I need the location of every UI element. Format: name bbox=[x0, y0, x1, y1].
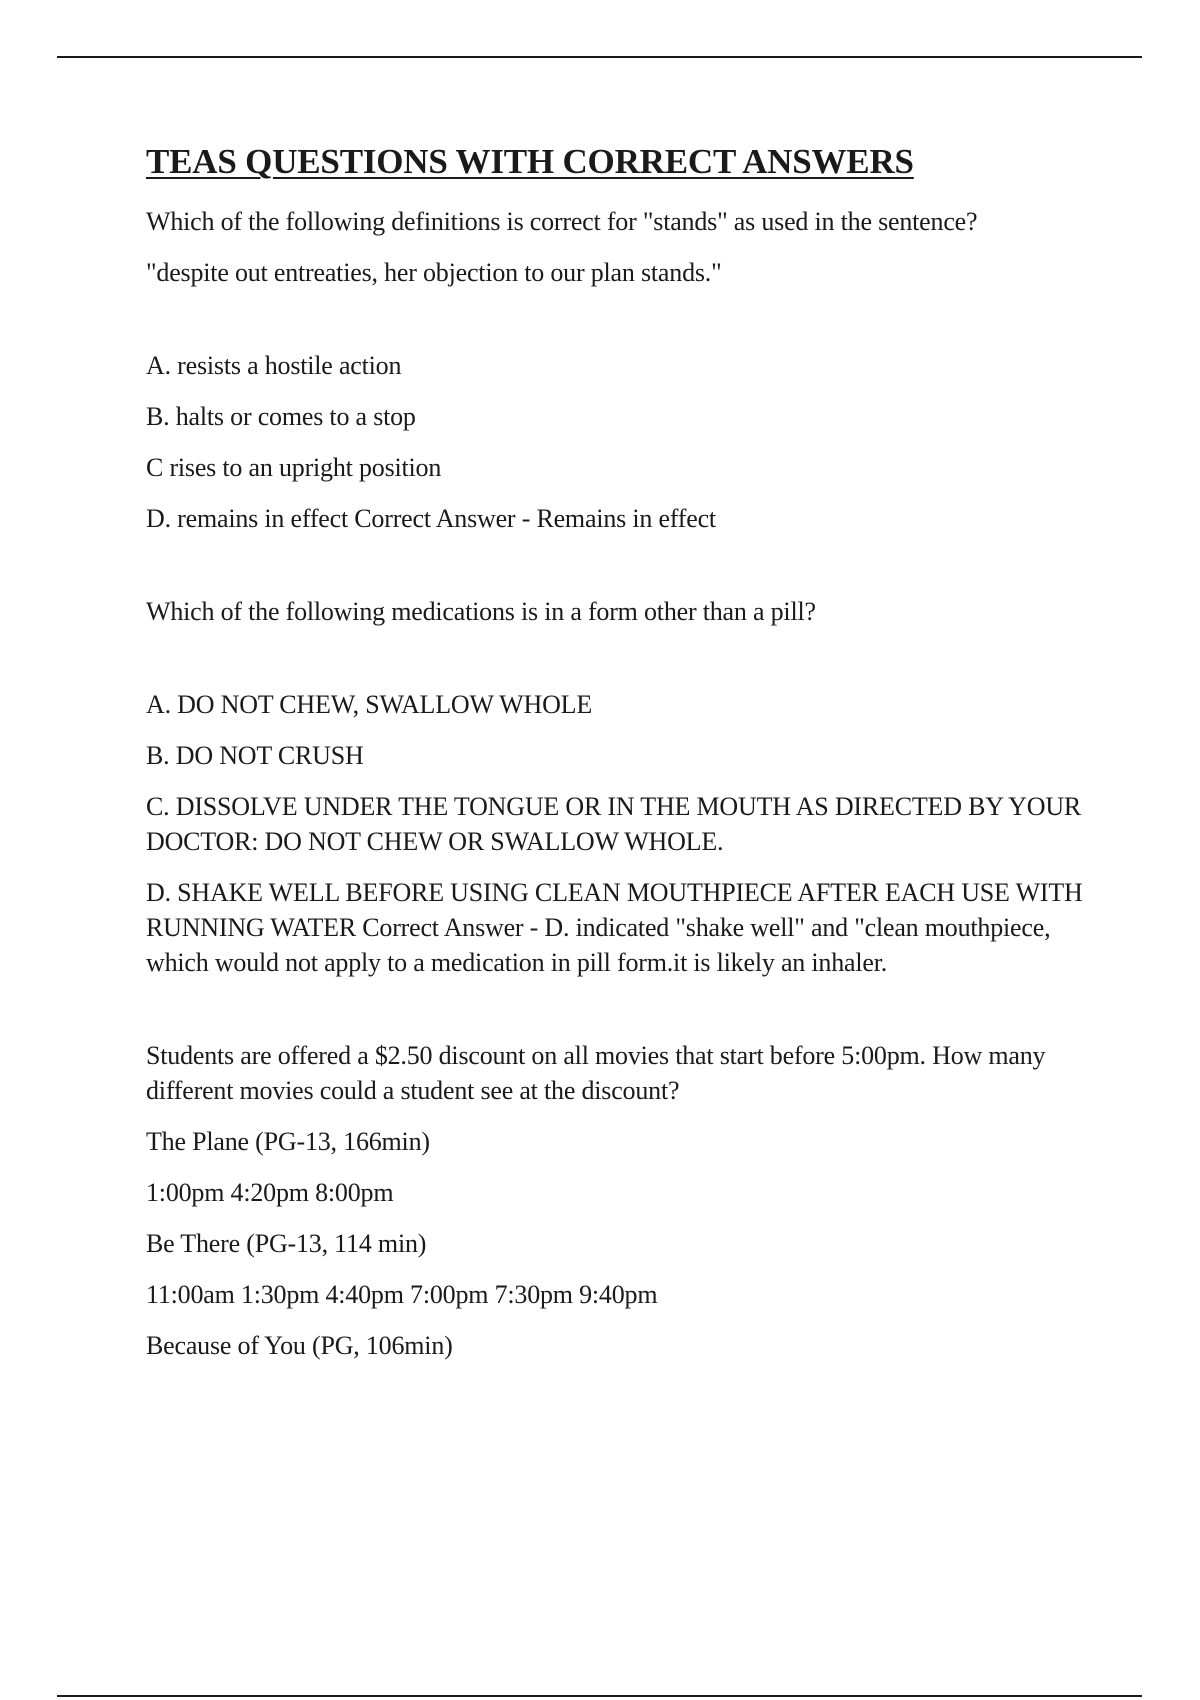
question-1-option-c: C rises to an upright position bbox=[146, 453, 442, 482]
question-3-line-1: The Plane (PG-13, 166min) bbox=[146, 1127, 430, 1156]
question-3-line-5: Because of You (PG, 106min) bbox=[146, 1331, 453, 1360]
question-3-line-2: 1:00pm 4:20pm 8:00pm bbox=[146, 1178, 394, 1207]
top-rule bbox=[57, 56, 1142, 58]
question-2-option-d: D. SHAKE WELL BEFORE USING CLEAN MOUTHPIECE AFTER EACH USE WITH RUNNING WATER Correct Answer - D. indicated "shake well" and "clean mouthpiece, which would not apply to a medication in pill form.it is likely an inhaler. bbox=[146, 878, 1083, 977]
document-body bbox=[146, 140, 1086, 1379]
question-3 bbox=[146, 1038, 1086, 1363]
question-1 bbox=[146, 204, 1086, 536]
question-3-line-4: 11:00am 1:30pm 4:40pm 7:00pm 7:30pm 9:40pm bbox=[146, 1280, 658, 1309]
question-1-option-d: D. remains in effect Correct Answer - Remains in effect bbox=[146, 504, 716, 533]
question-2-option-c: C. DISSOLVE UNDER THE TONGUE OR IN THE MOUTH AS DIRECTED BY YOUR DOCTOR: DO NOT CHEW OR SWALLOW WHOLE. bbox=[146, 792, 1082, 856]
document-title: TEAS QUESTIONS WITH CORRECT ANSWERS bbox=[146, 142, 914, 181]
question-2-option-b: B. DO NOT CRUSH bbox=[146, 741, 364, 770]
question-2 bbox=[146, 594, 1086, 980]
question-1-option-a: A. resists a hostile action bbox=[146, 351, 402, 380]
question-1-sentence: "despite out entreaties, her objection to our plan stands." bbox=[146, 258, 722, 287]
question-1-option-b: B. halts or comes to a stop bbox=[146, 402, 416, 431]
question-1-text: Which of the following definitions is correct for "stands" as used in the sentence? bbox=[146, 207, 978, 236]
question-3-text: Students are offered a $2.50 discount on all movies that start before 5:00pm. How many different movies could a student see at the discount? bbox=[146, 1041, 1046, 1105]
question-3-line-3: Be There (PG-13, 114 min) bbox=[146, 1229, 427, 1258]
question-2-option-a: A. DO NOT CHEW, SWALLOW WHOLE bbox=[146, 690, 593, 719]
bottom-rule bbox=[57, 1695, 1142, 1697]
question-2-text: Which of the following medications is in a form other than a pill? bbox=[146, 597, 816, 626]
